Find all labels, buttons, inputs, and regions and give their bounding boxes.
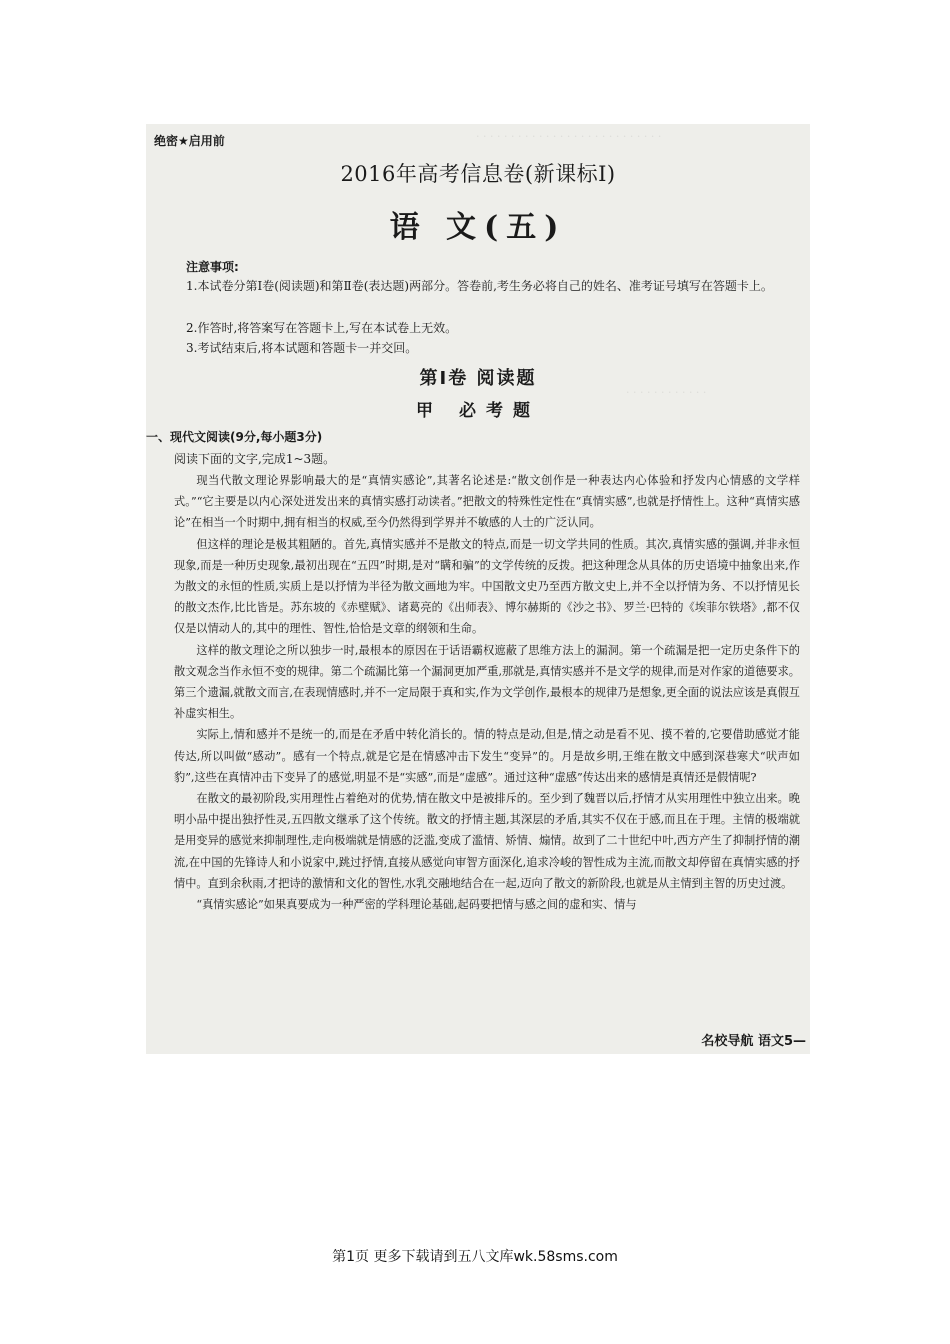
part-title: 第Ⅰ卷 阅读题 [419,368,537,389]
passage-paragraph: “真情实感论”如果真要成为一种严密的学科理论基础,起码要把情与感之间的虚和实、情与 [196,898,637,912]
reading-passage [174,470,800,915]
passage-paragraph: 现当代散文理论界影响最大的是“真情实感论”,其著名论述是:“散文创作是一种表达内心体验和抒发内心情感的文学样式。”“它主要是以内心深处迸发出来的真情实感打动读者。”把散文的特殊性定性在“真情实感”,也就是抒情性上。这种“真情实感论”在相当一个时期中,拥有相当的权威,至今仍然得到学界并不敏感的人士的广泛认同。 [174,474,800,530]
passage-paragraph: 在散文的最初阶段,实用理性占着绝对的优势,情在散文中是被排斥的。至少到了魏晋以后,抒情才从实用理性中独立出来。晚明小品中提出独抒性灵,五四散文继承了这个传统。散文的抒情主题,其深层的矛盾,其实不仅在于感,而且在于理。主情的极端就是用变异的感觉来抑制理性,走向极端就是情感的泛滥,变成了滥情、矫情、煽情。故到了二十世纪中叶,西方产生了抑制抒情的潮流,在中国的先锋诗人和小说家中,跳过抒情,直接从感觉向审智方面深化,追求冷峻的智性成为主流,而散文却停留在真情实感的抒情中。直到余秋雨,才把诗的激情和文化的智性,水乳交融地结合在一起,迈向了散文的新阶段,也就是从主情到主智的历史过渡。 [174,792,800,890]
passage-paragraph: 但这样的理论是极其粗陋的。首先,真情实感并不是散文的特点,而是一切文学共同的性质。其次,真情实感的强调,并非永恒现象,而是一种历史现象,最初出现在“五四”时期,是对“瞒和骗”的文学传统的反拨。把这种理念从具体的历史语境中抽象出来,作为散文的永恒的性质,实质上是以抒情为半径为散文画地为牢。中国散文史乃至西方散文史上,并不全以抒情为务、不以抒情见长的散文杰作,比比皆是。苏东坡的《赤壁赋》、诸葛亮的《出师表》、博尔赫斯的《沙之书》、罗兰·巴特的《埃菲尔铁塔》,都不仅仅是以情动人的,其中的理性、智性,恰恰是文章的纲领和生命。 [174,537,800,636]
passage-paragraph: 这样的散文理论之所以独步一时,最根本的原因在于话语霸权遮蔽了思维方法上的漏洞。第一个疏漏是把一定历史条件下的散文观念当作永恒不变的规律。第二个疏漏比第一个漏洞更加严重,那就是,真情实感并不是文学的规律,而是对作家的道德要求。第三个遗漏,就散文而言,在表现情感时,并不一定局限于真和实,作为文学创作,最根本的规律乃是想象,更全面的说法应该是真假互补虚实相生。 [174,643,800,721]
reading-instruction: 阅读下面的文字,完成1~3题。 [174,452,336,466]
exam-title: 2016年高考信息卷(新课标Ⅰ) [340,162,616,186]
passage-paragraph: 实际上,情和感并不是统一的,而是在矛盾中转化消长的。情的特点是动,但是,情之动是看不见、摸不着的,它要借助感觉才能传达,所以叫做“感动”。感有一个特点,就是它是在情感冲击下发生“变异”的。月是故乡明,王维在散文中感到深巷寒犬“吠声如豹”,这些在真情冲击下变异了的感觉,明显不是“实感”,而是“虚感”。通过这种“虚感”传达出来的感情是真情还是假情呢? [174,728,800,784]
scanned-exam-page [146,124,810,1054]
section-heading: 一、现代文阅读(9分,每小题3分) [146,430,323,444]
page-footer: 第1页 更多下载请到五八文库wk.58sms.com [332,1249,618,1265]
bleed-through: · · · · · · · · · · · · [626,386,707,399]
confidential-label: 绝密★启用前 [154,134,225,148]
note-item: 1.本试卷分第Ⅰ卷(阅读题)和第Ⅱ卷(表达题)两部分。答卷前,考生务必将自己的姓名、准考证号填写在答题卡上。 [186,279,773,293]
subject-title: 语 文(五) [389,210,567,245]
note-item: 3.考试结束后,将本试题和答题卡一并交回。 [186,341,418,355]
page-tag: 名校导航 语文5— [701,1034,806,1049]
notes-heading: 注意事项: [186,260,239,274]
note-item: 2.作答时,将答案写在答题卡上,写在本试卷上无效。 [186,321,458,335]
part-subtitle: 甲 必考题 [416,401,540,421]
bleed-through: · · · · · · · · · · · · · · · · · · · · · · · · · · · [476,130,662,143]
